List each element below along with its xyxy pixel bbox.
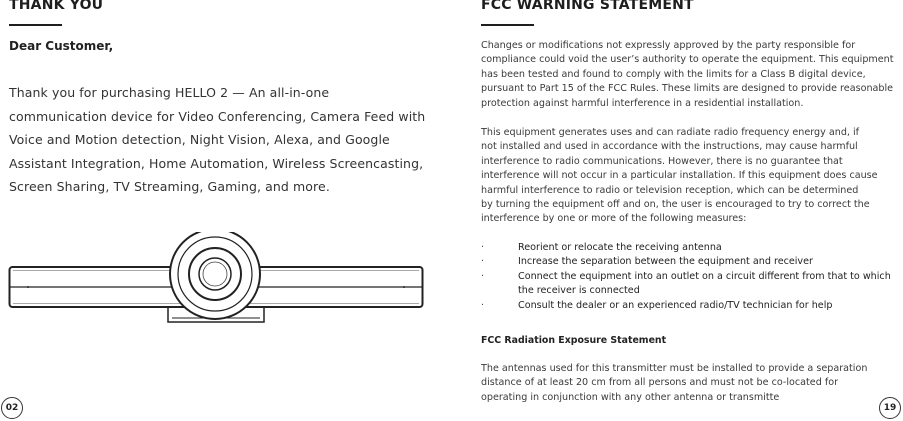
bullet-text: Increase the separation between the equipment and receiver [518, 256, 813, 268]
bullet-dot: · [481, 242, 485, 253]
list-item [481, 255, 901, 269]
fcc-paragraph-compliance: Changes or modifications not expressly approved by the party responsible for compliance could void the user’s authority to operate the equipment. This equipment has been tested and found to comply with the limits for a Class B digital device, pursuant to Part 15 of the FCC Rules. These limits are designed to provide reasonable protection against harmful interference in a residential installation. [481, 40, 894, 109]
bullet-dot: · [481, 270, 485, 282]
list-item [481, 270, 901, 299]
fcc-paragraph-radiation: The antennas used for this transmitter must be installed to provide a separation distance of at least 20 cm from all persons and must not be co-located for operating in conjunction with any other antenna or transmitte [481, 363, 868, 403]
thank-you-body: Thank you for purchasing HELLO 2 — An all-in-one communication device for Video Conferencing, Camera Feed with Voice and Motion detection, Night Vision, Alexa, and Google Assistant Integration, Home Automation, Wireless Screencasting, Screen Sharing, TV Streaming, Gaming, and more. [9, 85, 426, 194]
bullet-dot: · [481, 299, 485, 311]
page-number-right: 19 [879, 397, 901, 419]
device-illustration [8, 232, 424, 324]
bullet-dot: · [481, 256, 485, 268]
bullet-text: Connect the equipment into an outlet on a circuit different from that to which the receiver is connected [518, 270, 891, 297]
page-number-left: 02 [1, 397, 23, 419]
heading-underline [481, 24, 534, 26]
fcc-paragraph-interference: This equipment generates uses and can radiate radio frequency energy and, if not installed and used in accordance with the instructions, may cause harmful interference to radio communications. However, there is no guarantee that interference will not occur in a particular installation. If this equipment does cause harmful interference to radio or television reception, which can be determined by turning the equipment off and on, the user is encouraged to try to correct the interference by one or more of the following measures: [481, 127, 878, 225]
heading-underline [9, 24, 62, 26]
fcc-measures-list [481, 241, 901, 313]
page-heading-fcc-warning: FCC WARNING STATEMENT [481, 0, 694, 13]
bullet-text: Consult the dealer or an experienced radio/TV technician for help [518, 299, 833, 311]
page-heading-thank-you: THANK YOU [9, 0, 104, 13]
bullet-text: Reorient or relocate the receiving antenna [518, 242, 722, 253]
list-item [481, 299, 901, 313]
list-item [481, 241, 901, 255]
fcc-radiation-heading: FCC Radiation Exposure Statement [481, 335, 667, 346]
greeting: Dear Customer, [9, 39, 114, 53]
